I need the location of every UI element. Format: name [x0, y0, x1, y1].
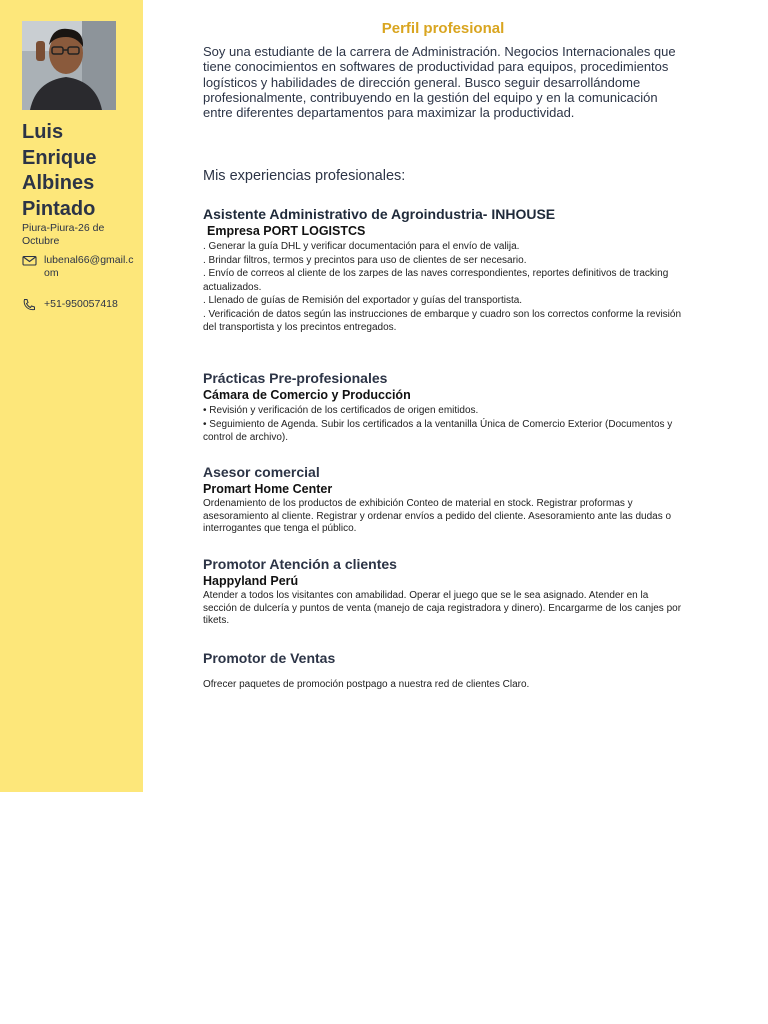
name-line-4: Pintado [22, 197, 96, 220]
job-description: Ordenamiento de los productos de exhibición Conteo de material en stock. Registrar proformas y asesoramiento al cliente. Registrar y ordenar envíos a pedido del cliente. Asesoramiento ante las dudas o interrogantes que tenga el público. [203, 498, 672, 534]
job-company: Empresa PORT LOGISTCS [207, 224, 366, 238]
job-description: Atender a todos los visitantes con amabilidad. Operar el juego que se le sea asignado. Atender en la sección de dulcería y puntos de venta (manejo de caja registradora y dinero). Encargarme de los canjes por tikets. [203, 590, 682, 626]
job-entry [203, 649, 683, 692]
phone-icon [22, 298, 37, 311]
job-duty: . Generar la guía DHL y verificar documentación para el envío de valija. [203, 241, 520, 252]
job-duty: • Revisión y verificación de los certificados de origen emitidos. [203, 405, 479, 416]
name-line-1: Luis [22, 121, 64, 143]
job-duty: . Verificación de datos según las instrucciones de embarque y cuadro son los correctos conforme la revisión del transportista y los precintos entregados. [203, 308, 682, 333]
job-company: Cámara de Comercio y Producción [203, 388, 411, 402]
email-link[interactable]: lubenal66@gmail.com [44, 254, 134, 279]
profile-photo [22, 21, 116, 110]
job-duty: . Llenado de guías de Remisión del exportador y guías del transportista. [203, 295, 523, 306]
profile-summary: Soy una estudiante de la carrera de Administración. Negocios Internacionales que tiene conocimientos en softwares de productividad para equipos, procedimientos logísticos y habilidades de dirección general. Busco seguir desarrollándome profesionalmente, contribuyendo en la gestión del equipo y en la comunicación entre diferentes departamentos para maximizar la productividad. [203, 44, 676, 121]
job-title: Asesor comercial [203, 464, 320, 480]
job-duty: . Brindar filtros, termos y precintos para uso de clientes de ser necesario. [203, 254, 527, 266]
name-line-2: Enrique [22, 146, 97, 169]
profile-title: Perfil profesional [381, 20, 505, 37]
job-duty: • Seguimiento de Agenda. Subir los certificados a la ventanilla Única de Comercio Exterior (Documentos y control de archivo). [203, 418, 673, 443]
mail-icon [22, 254, 37, 267]
job-duty: . Envío de correos al cliente de los zarpes de las naves correspondientes, reportes definitivos de tracking actualizados. [203, 268, 669, 293]
job-company: Promart Home Center [203, 482, 333, 496]
job-entry [203, 369, 683, 445]
experience-heading: Mis experiencias profesionales: [203, 168, 406, 184]
job-entry [203, 463, 683, 536]
job-title: Asistente Administrativo de Agroindustria- INHOUSE [203, 206, 556, 222]
sidebar [0, 0, 143, 792]
name-line-3: Albines [22, 172, 95, 194]
job-title: Promotor Atención a clientes [203, 556, 397, 572]
job-description: Ofrecer paquetes de promoción postpago a nuestra red de clientes Claro. [203, 679, 530, 690]
job-entry [203, 555, 683, 628]
phone-number[interactable]: +51-950057418 [44, 298, 118, 310]
job-entry [203, 205, 683, 335]
phone-contact [22, 298, 137, 311]
email-contact [22, 254, 137, 280]
job-company: Happyland Perú [203, 574, 299, 588]
job-title: Prácticas Pre-profesionales [203, 370, 388, 386]
location: Piura-Piura-26 de Octubre [22, 222, 105, 247]
job-title: Promotor de Ventas [203, 650, 336, 666]
person-name [22, 120, 137, 222]
